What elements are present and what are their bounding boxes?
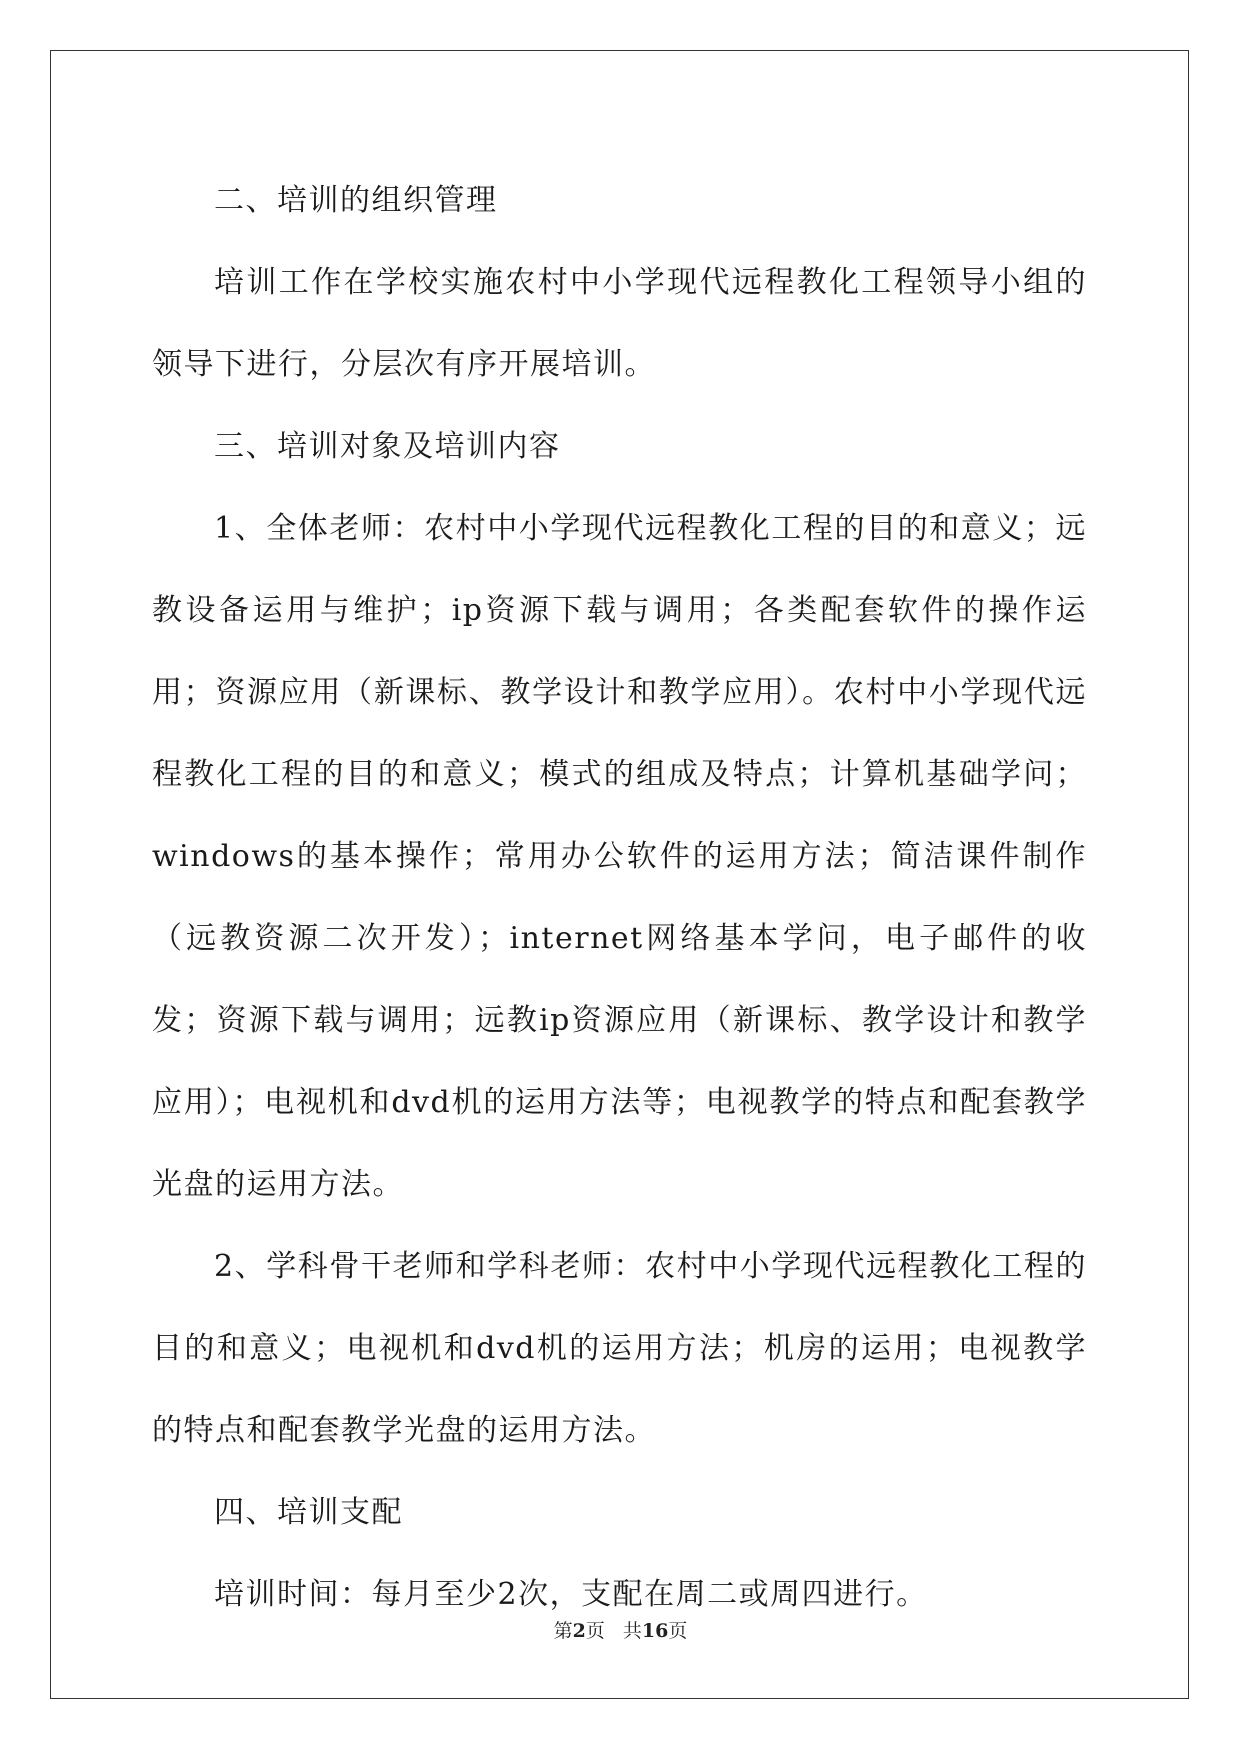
paragraph-training-time: 培训时间：每月至少2次，支配在周二或周四进行。 bbox=[214, 1577, 928, 1612]
footer-page-number: 2 bbox=[572, 1620, 586, 1642]
footer-page-suffix: 页 bbox=[585, 1620, 605, 1642]
paragraph-organization: 培训工作在学校实施农村中小学现代远程教化工程领导小组的领导下进行，分层次有序开展培训。 bbox=[152, 265, 1087, 382]
section-heading-schedule: 四、培训支配 bbox=[214, 1495, 403, 1530]
document-body bbox=[152, 160, 1087, 1636]
footer-total-pages: 16 bbox=[641, 1620, 669, 1642]
page-footer bbox=[0, 1616, 1241, 1643]
footer-total-prefix: 共 bbox=[622, 1620, 642, 1642]
footer-page-prefix: 第 bbox=[553, 1620, 573, 1642]
section-heading-organization: 二、培训的组织管理 bbox=[214, 183, 498, 218]
paragraph-all-teachers: 1、全体老师：农村中小学现代远程教化工程的目的和意义；远教设备运用与维护；ip资源下载与调用；各类配套软件的操作运用；资源应用（新课标、教学设计和教学应用）。农村中小学现代远程教化工程的目的和意义；模式的组成及特点；计算机基础学问；windows的基本操作；常用办公软件的运用方法；简洁课件制作（远教资源二次开发）；internet网络基本学问，电子邮件的收发；资源下载与调用；远教ip资源应用（新课标、教学设计和教学应用）；电视机和dvd机的运用方法等；电视教学的特点和配套教学光盘的运用方法。 bbox=[152, 511, 1087, 1202]
section-heading-targets-content: 三、培训对象及培训内容 bbox=[214, 429, 561, 464]
footer-total-suffix: 页 bbox=[668, 1620, 688, 1642]
paragraph-subject-teachers: 2、学科骨干老师和学科老师：农村中小学现代远程教化工程的目的和意义；电视机和dvd机的运用方法；机房的运用；电视教学的特点和配套教学光盘的运用方法。 bbox=[152, 1249, 1087, 1448]
